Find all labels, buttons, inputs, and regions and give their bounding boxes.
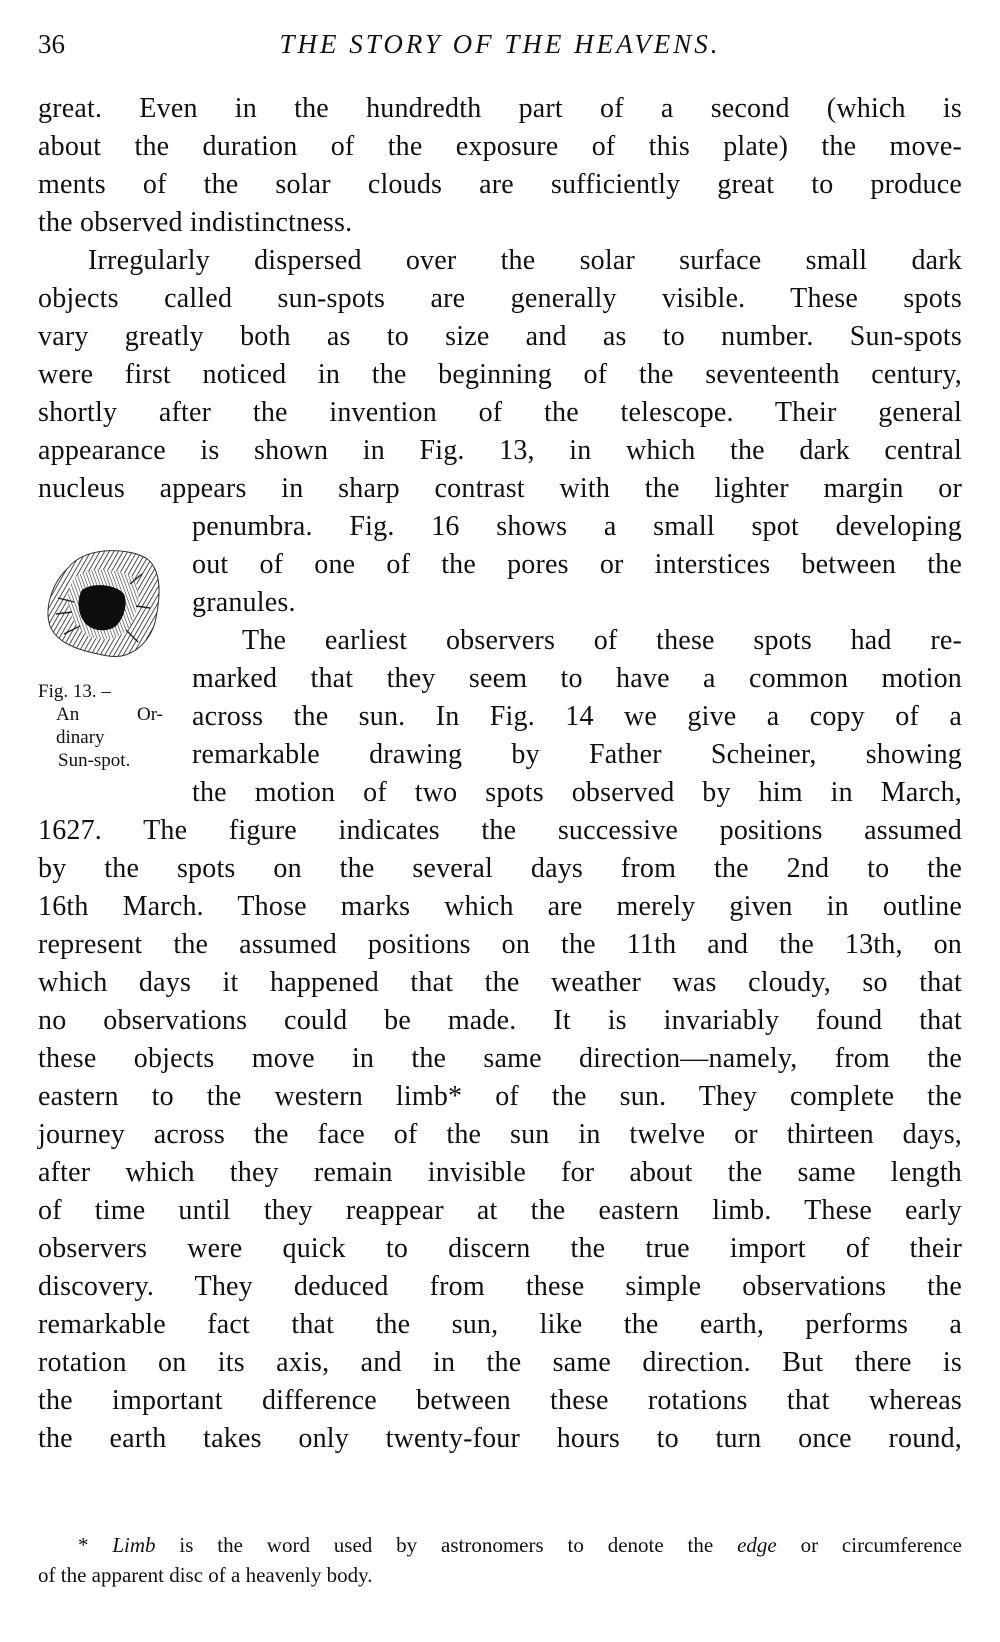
text-line: observers were quick to discern the true import of their <box>38 1233 962 1264</box>
text-line: about the duration of the exposure of this plate) the move- <box>38 131 962 162</box>
text-line: across the sun. In Fig. 14 we give a copy of a <box>192 701 962 732</box>
text-line: eastern to the western limb* of the sun. They complete the <box>38 1081 962 1112</box>
text-line: journey across the face of the sun in twelve or thirteen days, <box>38 1119 962 1150</box>
text-line: these objects move in the same direction—namely, from the <box>38 1043 962 1074</box>
text-line: shortly after the invention of the telescope. Their general <box>38 397 962 428</box>
text-line: the observed indistinctness. <box>38 207 353 238</box>
caption-line: An Or- <box>56 704 163 725</box>
footnote-text: or circumference <box>776 1533 963 1557</box>
text-line: represent the assumed positions on the 11th and the 13th, on <box>38 929 962 960</box>
text-line: 1627. The figure indicates the successive positions assumed <box>38 815 962 846</box>
footnote-text: is the word used by astronomers to denote the <box>155 1533 738 1557</box>
footnote <box>38 1530 962 1590</box>
text-line: 16th March. Those marks which are merely given in outline <box>38 891 962 922</box>
text-line: discovery. They deduced from these simple observations the <box>38 1271 962 1302</box>
text-line: the important difference between these rotations that whereas <box>38 1385 962 1416</box>
text-line: the earth takes only twenty-four hours to turn once round, <box>38 1423 962 1454</box>
text-line: appearance is shown in Fig. 13, in which the dark central <box>38 435 962 466</box>
sunspot-figure <box>38 538 178 668</box>
text-line: remarkable drawing by Father Scheiner, showing <box>192 739 962 770</box>
text-line: objects called sun-spots are generally visible. These spots <box>38 283 962 314</box>
text-line: of time until they reappear at the eastern limb. These early <box>38 1195 962 1226</box>
text-line: remarkable fact that the sun, like the earth, performs a <box>38 1309 962 1340</box>
text-line: rotation on its axis, and in the same direction. But there is <box>38 1347 962 1378</box>
footnote-line: of the apparent disc of a heavenly body. <box>38 1563 373 1587</box>
caption-line: dinary <box>56 727 105 748</box>
text-line: no observations could be made. It is invariably found that <box>38 1005 962 1036</box>
text-line: great. Even in the hundredth part of a second (which is <box>38 93 962 124</box>
footnote-line <box>38 1530 962 1560</box>
text-line: vary greatly both as to size and as to number. Sun-spots <box>38 321 962 352</box>
caption-line: Fig. 13. – <box>38 681 111 702</box>
footnote-mark: * <box>78 1533 89 1557</box>
text-line: granules. <box>192 587 296 618</box>
text-line: marked that they seem to have a common motion <box>192 663 962 694</box>
text-line: ments of the solar clouds are sufficiently great to produce <box>38 169 962 200</box>
footnote-term: Limb <box>112 1533 156 1557</box>
text-line: after which they remain invisible for about the same length <box>38 1157 962 1188</box>
sunspot-illustration <box>38 538 168 668</box>
paragraph-start-line: The earliest observers of these spots had re- <box>242 625 962 656</box>
text-line: the motion of two spots observed by him in March, <box>192 777 962 808</box>
page-header <box>38 24 962 64</box>
caption-line: Sun-spot. <box>58 750 131 771</box>
running-title: THE STORY OF THE HEAVENS. <box>279 29 721 59</box>
footnote-term-edge: edge <box>737 1533 777 1557</box>
text-line: were first noticed in the beginning of the seventeenth century, <box>38 359 962 390</box>
page-number: 36 <box>38 29 65 59</box>
text-line: by the spots on the several days from the 2nd to the <box>38 853 962 884</box>
text-line: which days it happened that the weather was cloudy, so that <box>38 967 962 998</box>
text-line: penumbra. Fig. 16 shows a small spot developing <box>192 511 962 542</box>
text-line: nucleus appears in sharp contrast with the lighter margin or <box>38 473 962 504</box>
text-line: out of one of the pores or interstices between the <box>192 549 962 580</box>
figure-caption <box>38 680 173 772</box>
paragraph-start-line: Irregularly dispersed over the solar surface small dark <box>88 245 962 276</box>
